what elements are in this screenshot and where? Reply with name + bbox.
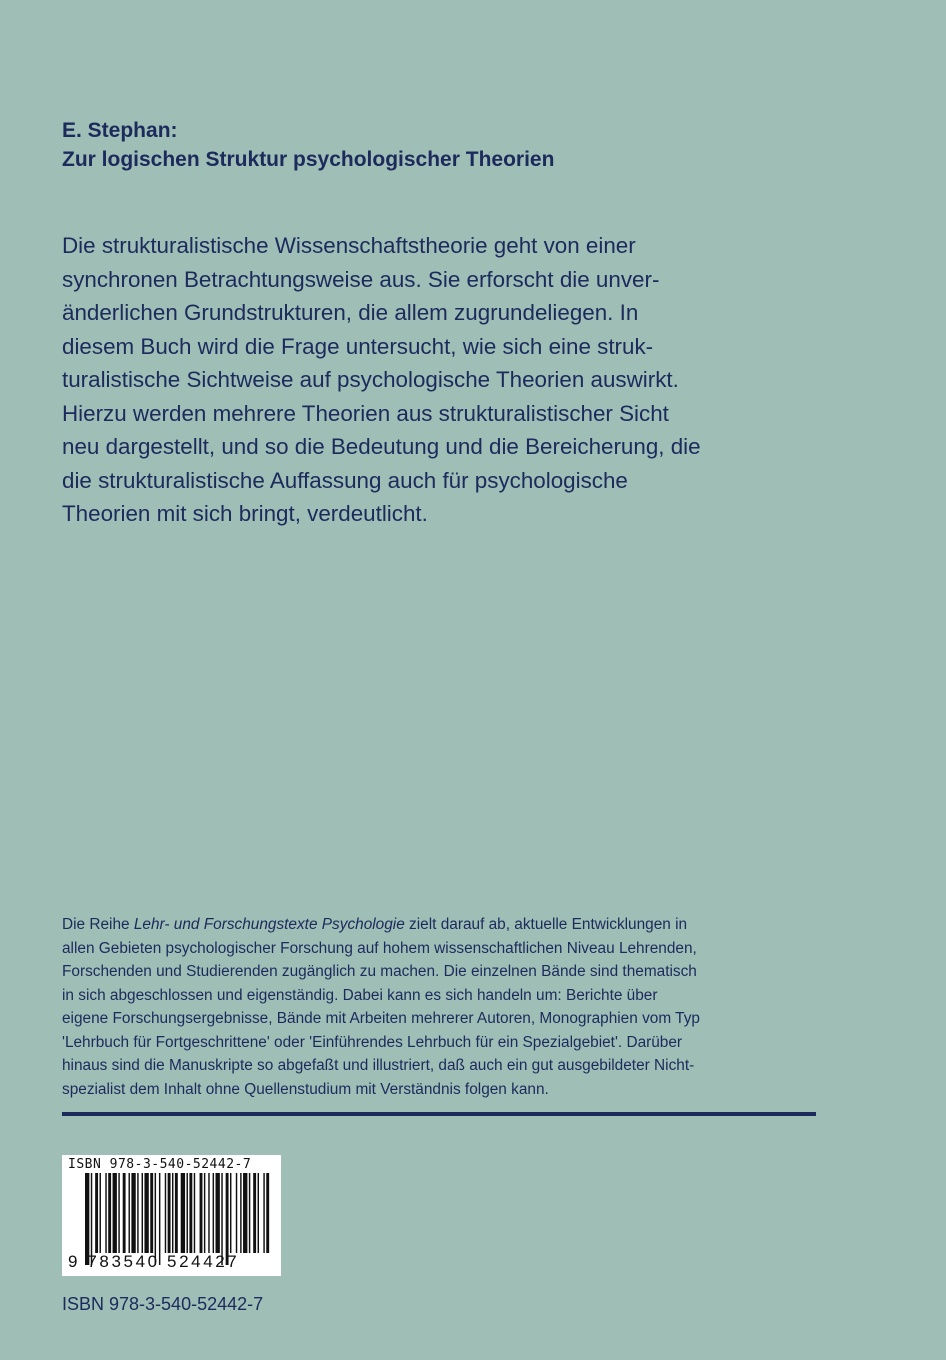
barcode-bar — [113, 1173, 117, 1253]
barcode-bar — [187, 1173, 188, 1253]
blurb-line: synchronen Betrachtungsweise aus. Sie erforscht die unver- — [62, 266, 660, 292]
series-description — [62, 913, 822, 1101]
series-line: 'Lehrbuch für Fortgeschrittene' oder 'Einführendes Lehrbuch für ein Spezialgebiet'. Darüber — [62, 1033, 683, 1051]
blurb-line: Theorien mit sich bringt, verdeutlicht. — [62, 501, 428, 526]
barcode-bar — [258, 1173, 259, 1253]
blurb-line: Hierzu werden mehrere Theorien aus strukturalistischer Sicht — [62, 400, 669, 426]
barcode-bar — [208, 1173, 209, 1253]
series-line: spezialist dem Inhalt ohne Quellenstudium mit Verständnis folgen kann. — [62, 1080, 549, 1098]
barcode-bar — [129, 1173, 130, 1253]
blurb-line: Die strukturalistische Wissenschaftstheorie geht von einer — [62, 233, 636, 258]
barcode-bar — [165, 1173, 166, 1253]
barcode-block — [62, 1155, 281, 1276]
horizontal-divider — [62, 1112, 816, 1116]
barcode-bar — [253, 1173, 256, 1253]
barcode-bar — [144, 1173, 148, 1253]
barcode-bar — [150, 1173, 153, 1253]
barcode-bar — [100, 1173, 101, 1253]
barcode-bar — [213, 1173, 214, 1253]
blurb-line: die strukturalistische Auffassung auch für psychologische — [62, 467, 628, 493]
blurb-line: neu dargestellt, und so die Bedeutung und die Bereicherung, die — [62, 434, 701, 459]
barcode-digits: 9 783540 524427 — [68, 1252, 240, 1271]
barcode-bar — [236, 1173, 237, 1253]
barcode-bar — [131, 1173, 135, 1253]
barcode-bar — [204, 1173, 205, 1253]
barcode-bar — [168, 1173, 171, 1253]
barcode-bar — [123, 1173, 126, 1253]
blurb-line: änderlichen Grundstrukturen, die allem zugrundeliegen. In — [62, 300, 639, 325]
barcode-bar — [142, 1173, 143, 1253]
series-line: eigene Forschungsergebnisse, Bände mit Arbeiten mehrerer Autoren, Monographien vom Typ — [62, 1010, 700, 1027]
series-line: Forschenden und Studierenden zugänglich zu machen. Die einzelnen Bände sind thematisch — [62, 963, 697, 980]
barcode-bar — [230, 1173, 231, 1253]
barcode-bar — [105, 1173, 106, 1253]
series-intro-rest: zielt darauf ab, aktuelle Entwicklungen in — [404, 916, 688, 933]
blurb-paragraph — [62, 229, 822, 531]
barcode-bar — [200, 1173, 203, 1253]
barcode-bar — [189, 1173, 192, 1253]
barcode-bar — [175, 1173, 178, 1253]
blurb-line: turalistische Sichtweise auf psychologische Theorien auswirkt. — [62, 367, 679, 392]
book-title: Zur logischen Struktur psychologischer Theorien — [62, 148, 555, 171]
barcode-bar — [118, 1173, 119, 1253]
series-name: Lehr- und Forschungstexte Psychologie — [133, 916, 405, 933]
series-line — [62, 913, 822, 937]
barcode-bar — [263, 1173, 264, 1253]
footer-isbn: ISBN 978-3-540-52442-7 — [62, 1294, 264, 1314]
barcode-bar — [172, 1173, 173, 1253]
series-intro: Die Reihe — [62, 916, 134, 933]
barcode-bar — [108, 1173, 111, 1253]
barcode-bar — [266, 1173, 269, 1253]
barcode-bar — [240, 1173, 241, 1253]
series-line: hinaus sind die Manuskripte so abgefaßt und illustriert, daß auch ein gut ausgebildeter Nicht- — [62, 1057, 695, 1074]
blurb-line: diesem Buch wird die Frage untersucht, wie sich eine struk- — [62, 333, 654, 359]
barcode-bar — [216, 1173, 220, 1253]
series-line: allen Gebieten psychologischer Forschung auf hohem wissenschaftlichen Niveau Lehrenden, — [62, 939, 697, 957]
author-name: E. Stephan: — [62, 119, 178, 142]
barcode-bar — [181, 1173, 185, 1253]
author-title-block — [62, 116, 554, 174]
series-line: in sich abgeschlossen und eigenständig. Dabei kann es sich handeln um: Berichte über — [62, 986, 658, 1004]
barcode-bar — [137, 1173, 138, 1253]
barcode-bar — [249, 1173, 250, 1253]
barcode-bar — [243, 1173, 247, 1253]
barcode-bar — [95, 1173, 98, 1253]
barcode-bar — [194, 1173, 195, 1253]
barcode-isbn-label: ISBN 978-3-540-52442-7 — [68, 1157, 252, 1172]
